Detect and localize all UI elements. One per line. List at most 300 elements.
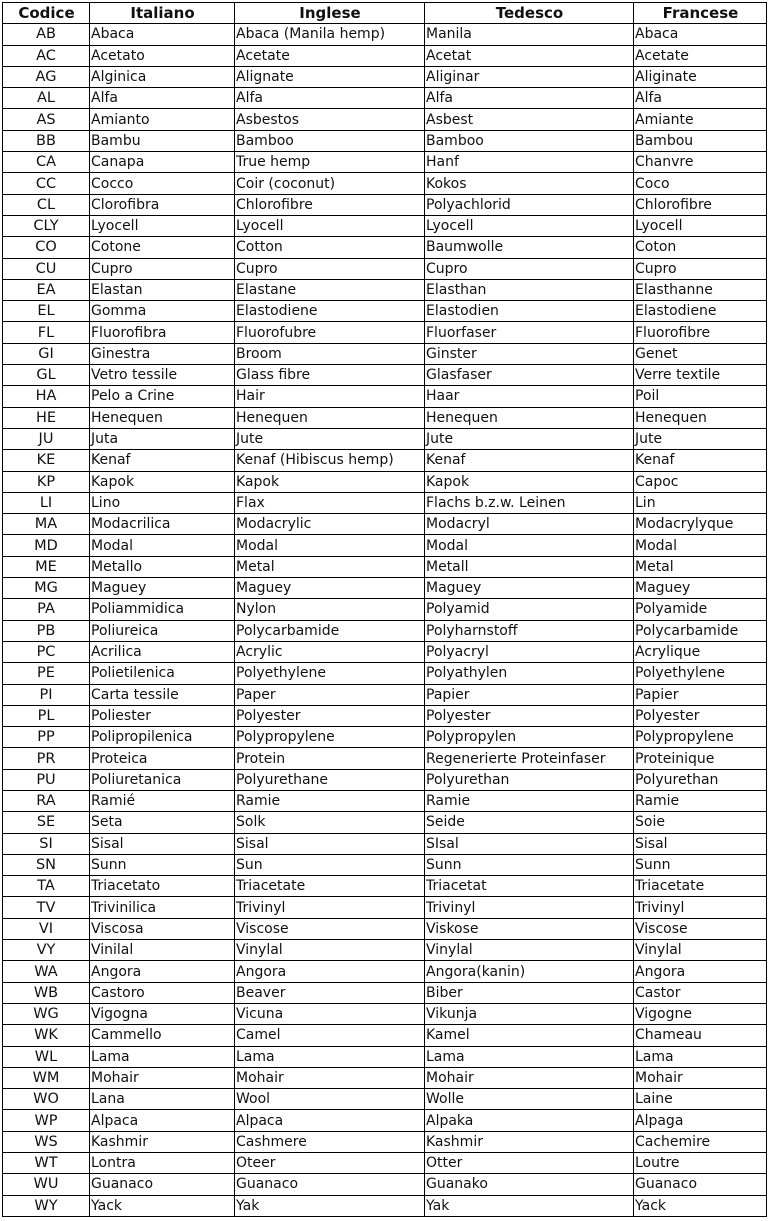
- cell-francese: Soie: [634, 812, 767, 833]
- cell-tedesco: Vinylal: [425, 940, 634, 961]
- cell-codice: CLY: [3, 215, 90, 236]
- cell-inglese: Polycarbamide: [235, 620, 425, 641]
- table-row: [3, 599, 767, 620]
- cell-italiano: Modacrilica: [90, 514, 235, 535]
- cell-codice: PU: [3, 769, 90, 790]
- cell-inglese: Acrylic: [235, 641, 425, 662]
- cell-italiano: Lana: [90, 1089, 235, 1110]
- table-row: [3, 450, 767, 471]
- cell-tedesco: Kamel: [425, 1025, 634, 1046]
- cell-tedesco: Cupro: [425, 258, 634, 279]
- cell-italiano: Acetato: [90, 45, 235, 66]
- cell-inglese: Glass fibre: [235, 365, 425, 386]
- cell-tedesco: Polyamid: [425, 599, 634, 620]
- table-row: [3, 833, 767, 854]
- cell-italiano: Bambu: [90, 130, 235, 151]
- table-row: [3, 769, 767, 790]
- cell-francese: Jute: [634, 428, 767, 449]
- cell-tedesco: Ramie: [425, 790, 634, 811]
- cell-inglese: Maguey: [235, 578, 425, 599]
- cell-codice: CA: [3, 152, 90, 173]
- cell-italiano: Alginica: [90, 66, 235, 87]
- cell-codice: CL: [3, 194, 90, 215]
- cell-inglese: Metal: [235, 556, 425, 577]
- cell-tedesco: Acetat: [425, 45, 634, 66]
- cell-codice: KP: [3, 471, 90, 492]
- cell-codice: AS: [3, 109, 90, 130]
- cell-francese: Abaca: [634, 24, 767, 45]
- cell-italiano: Pelo a Crine: [90, 386, 235, 407]
- cell-italiano: Guanaco: [90, 1174, 235, 1195]
- cell-codice: EL: [3, 301, 90, 322]
- cell-francese: Ramie: [634, 790, 767, 811]
- cell-tedesco: Seide: [425, 812, 634, 833]
- cell-francese: Fluorofibre: [634, 322, 767, 343]
- table-row: [3, 45, 767, 66]
- cell-codice: PR: [3, 748, 90, 769]
- cell-codice: HA: [3, 386, 90, 407]
- cell-tedesco: SIsal: [425, 833, 634, 854]
- cell-italiano: Castoro: [90, 982, 235, 1003]
- table-row: [3, 1110, 767, 1131]
- cell-italiano: Viscosa: [90, 918, 235, 939]
- table-row: [3, 88, 767, 109]
- cell-italiano: Kapok: [90, 471, 235, 492]
- cell-inglese: Coir (coconut): [235, 173, 425, 194]
- cell-tedesco: Mohair: [425, 1067, 634, 1088]
- table-row: [3, 1131, 767, 1152]
- table-row: [3, 578, 767, 599]
- cell-codice: PB: [3, 620, 90, 641]
- cell-inglese: Hair: [235, 386, 425, 407]
- cell-tedesco: Viskose: [425, 918, 634, 939]
- cell-italiano: Amianto: [90, 109, 235, 130]
- cell-italiano: Cotone: [90, 237, 235, 258]
- cell-tedesco: Aliginar: [425, 66, 634, 87]
- cell-tedesco: Modacryl: [425, 514, 634, 535]
- cell-codice: JU: [3, 428, 90, 449]
- table-row: [3, 194, 767, 215]
- table-row: [3, 982, 767, 1003]
- header-inglese: Inglese: [235, 3, 425, 24]
- cell-italiano: Poliureica: [90, 620, 235, 641]
- table-row: [3, 705, 767, 726]
- cell-inglese: Lama: [235, 1046, 425, 1067]
- cell-inglese: Trivinyl: [235, 897, 425, 918]
- cell-francese: Chameau: [634, 1025, 767, 1046]
- cell-italiano: Lama: [90, 1046, 235, 1067]
- cell-tedesco: Lyocell: [425, 215, 634, 236]
- table-row: [3, 727, 767, 748]
- cell-francese: Triacetate: [634, 876, 767, 897]
- cell-italiano: Canapa: [90, 152, 235, 173]
- table-body: [3, 24, 767, 1217]
- cell-codice: SI: [3, 833, 90, 854]
- cell-francese: Alfa: [634, 88, 767, 109]
- cell-inglese: Elastodiene: [235, 301, 425, 322]
- table-row: [3, 365, 767, 386]
- cell-inglese: Vicuna: [235, 1003, 425, 1024]
- cell-italiano: Cammello: [90, 1025, 235, 1046]
- cell-francese: Proteinique: [634, 748, 767, 769]
- cell-francese: Modal: [634, 535, 767, 556]
- cell-italiano: Polietilenica: [90, 663, 235, 684]
- cell-inglese: Chlorofibre: [235, 194, 425, 215]
- cell-italiano: Ramié: [90, 790, 235, 811]
- cell-tedesco: Triacetat: [425, 876, 634, 897]
- cell-tedesco: Kokos: [425, 173, 634, 194]
- cell-francese: Cachemire: [634, 1131, 767, 1152]
- table-row: [3, 24, 767, 45]
- table-row: [3, 215, 767, 236]
- cell-codice: CC: [3, 173, 90, 194]
- cell-codice: CU: [3, 258, 90, 279]
- cell-codice: AL: [3, 88, 90, 109]
- cell-francese: Elastodiene: [634, 301, 767, 322]
- cell-francese: Chanvre: [634, 152, 767, 173]
- cell-codice: SN: [3, 854, 90, 875]
- cell-tedesco: Flachs b.z.w. Leinen: [425, 492, 634, 513]
- cell-italiano: Vigogna: [90, 1003, 235, 1024]
- cell-francese: Polyethylene: [634, 663, 767, 684]
- cell-inglese: Alfa: [235, 88, 425, 109]
- cell-italiano: Juta: [90, 428, 235, 449]
- table-header: [3, 3, 767, 24]
- cell-francese: Guanaco: [634, 1174, 767, 1195]
- cell-inglese: Elastane: [235, 279, 425, 300]
- table-row: [3, 173, 767, 194]
- cell-tedesco: Kenaf: [425, 450, 634, 471]
- cell-inglese: Bamboo: [235, 130, 425, 151]
- table-row: [3, 322, 767, 343]
- cell-francese: Papier: [634, 684, 767, 705]
- cell-codice: AG: [3, 66, 90, 87]
- cell-francese: Mohair: [634, 1067, 767, 1088]
- cell-italiano: Henequen: [90, 407, 235, 428]
- cell-italiano: Lyocell: [90, 215, 235, 236]
- cell-inglese: Solk: [235, 812, 425, 833]
- cell-codice: WS: [3, 1131, 90, 1152]
- cell-inglese: Beaver: [235, 982, 425, 1003]
- table-row: [3, 748, 767, 769]
- cell-italiano: Fluorofibra: [90, 322, 235, 343]
- cell-codice: AB: [3, 24, 90, 45]
- cell-codice: ME: [3, 556, 90, 577]
- header-francese: Francese: [634, 3, 767, 24]
- cell-francese: Trivinyl: [634, 897, 767, 918]
- cell-italiano: Poliester: [90, 705, 235, 726]
- cell-tedesco: Biber: [425, 982, 634, 1003]
- cell-francese: Sisal: [634, 833, 767, 854]
- cell-italiano: Poliuretanica: [90, 769, 235, 790]
- cell-francese: Polypropylene: [634, 727, 767, 748]
- cell-tedesco: Otter: [425, 1153, 634, 1174]
- cell-codice: MA: [3, 514, 90, 535]
- cell-francese: Amiante: [634, 109, 767, 130]
- cell-codice: WG: [3, 1003, 90, 1024]
- cell-tedesco: Elasthan: [425, 279, 634, 300]
- cell-francese: Lyocell: [634, 215, 767, 236]
- cell-inglese: Kenaf (Hibiscus hemp): [235, 450, 425, 471]
- table-row: [3, 279, 767, 300]
- cell-tedesco: Lama: [425, 1046, 634, 1067]
- cell-italiano: Clorofibra: [90, 194, 235, 215]
- cell-italiano: Ginestra: [90, 343, 235, 364]
- cell-francese: Modacrylyque: [634, 514, 767, 535]
- table-row: [3, 812, 767, 833]
- cell-francese: Bambou: [634, 130, 767, 151]
- cell-codice: PE: [3, 663, 90, 684]
- cell-tedesco: Haar: [425, 386, 634, 407]
- table-row: [3, 535, 767, 556]
- cell-codice: WM: [3, 1067, 90, 1088]
- cell-inglese: Cashmere: [235, 1131, 425, 1152]
- cell-tedesco: Maguey: [425, 578, 634, 599]
- table-row: [3, 556, 767, 577]
- cell-codice: MD: [3, 535, 90, 556]
- table-row: [3, 854, 767, 875]
- cell-tedesco: Papier: [425, 684, 634, 705]
- table-row: [3, 1003, 767, 1024]
- table-row: [3, 1195, 767, 1216]
- cell-inglese: Cupro: [235, 258, 425, 279]
- table-row: [3, 152, 767, 173]
- cell-italiano: Metallo: [90, 556, 235, 577]
- fiber-code-table-container: [2, 2, 766, 1220]
- cell-tedesco: Fluorfaser: [425, 322, 634, 343]
- cell-codice: WO: [3, 1089, 90, 1110]
- table-row: [3, 790, 767, 811]
- cell-inglese: Polyethylene: [235, 663, 425, 684]
- table-row: [3, 641, 767, 662]
- cell-codice: HE: [3, 407, 90, 428]
- cell-francese: Castor: [634, 982, 767, 1003]
- cell-codice: PC: [3, 641, 90, 662]
- table-row: [3, 343, 767, 364]
- cell-italiano: Vinilal: [90, 940, 235, 961]
- cell-codice: LI: [3, 492, 90, 513]
- cell-italiano: Triacetato: [90, 876, 235, 897]
- cell-codice: MG: [3, 578, 90, 599]
- cell-inglese: Polyurethane: [235, 769, 425, 790]
- cell-codice: BB: [3, 130, 90, 151]
- cell-codice: GL: [3, 365, 90, 386]
- cell-inglese: Polyester: [235, 705, 425, 726]
- cell-codice: RA: [3, 790, 90, 811]
- cell-italiano: Seta: [90, 812, 235, 833]
- cell-tedesco: Metall: [425, 556, 634, 577]
- cell-italiano: Vetro tessile: [90, 365, 235, 386]
- cell-tedesco: Polyachlorid: [425, 194, 634, 215]
- cell-italiano: Modal: [90, 535, 235, 556]
- cell-inglese: Modal: [235, 535, 425, 556]
- cell-francese: Coco: [634, 173, 767, 194]
- cell-codice: PA: [3, 599, 90, 620]
- cell-inglese: Sisal: [235, 833, 425, 854]
- cell-francese: Laine: [634, 1089, 767, 1110]
- cell-francese: Loutre: [634, 1153, 767, 1174]
- cell-italiano: Mohair: [90, 1067, 235, 1088]
- cell-tedesco: Polyharnstoff: [425, 620, 634, 641]
- table-row: [3, 897, 767, 918]
- cell-italiano: Cupro: [90, 258, 235, 279]
- cell-inglese: Ramie: [235, 790, 425, 811]
- cell-tedesco: Sunn: [425, 854, 634, 875]
- cell-inglese: Guanaco: [235, 1174, 425, 1195]
- cell-tedesco: Yak: [425, 1195, 634, 1216]
- cell-codice: TA: [3, 876, 90, 897]
- table-row: [3, 876, 767, 897]
- cell-francese: Polyurethan: [634, 769, 767, 790]
- cell-francese: Sunn: [634, 854, 767, 875]
- cell-tedesco: Angora(kanin): [425, 961, 634, 982]
- cell-francese: Vigogne: [634, 1003, 767, 1024]
- cell-inglese: Yak: [235, 1195, 425, 1216]
- header-codice: Codice: [3, 3, 90, 24]
- cell-tedesco: Modal: [425, 535, 634, 556]
- cell-italiano: Trivinilica: [90, 897, 235, 918]
- cell-tedesco: Polyathylen: [425, 663, 634, 684]
- cell-francese: Cupro: [634, 258, 767, 279]
- cell-inglese: Lyocell: [235, 215, 425, 236]
- cell-tedesco: Alpaka: [425, 1110, 634, 1131]
- header-tedesco: Tedesco: [425, 3, 634, 24]
- cell-italiano: Gomma: [90, 301, 235, 322]
- cell-inglese: Cotton: [235, 237, 425, 258]
- cell-francese: Lin: [634, 492, 767, 513]
- cell-francese: Acrylique: [634, 641, 767, 662]
- cell-inglese: Jute: [235, 428, 425, 449]
- cell-codice: WP: [3, 1110, 90, 1131]
- cell-inglese: Modacrylic: [235, 514, 425, 535]
- cell-francese: Kenaf: [634, 450, 767, 471]
- cell-italiano: Yack: [90, 1195, 235, 1216]
- table-row: [3, 130, 767, 151]
- header-row: [3, 3, 767, 24]
- cell-francese: Maguey: [634, 578, 767, 599]
- cell-italiano: Kashmir: [90, 1131, 235, 1152]
- cell-inglese: Sun: [235, 854, 425, 875]
- cell-italiano: Cocco: [90, 173, 235, 194]
- cell-tedesco: Trivinyl: [425, 897, 634, 918]
- table-row: [3, 237, 767, 258]
- cell-italiano: Angora: [90, 961, 235, 982]
- cell-tedesco: Polyester: [425, 705, 634, 726]
- cell-italiano: Lino: [90, 492, 235, 513]
- cell-codice: VY: [3, 940, 90, 961]
- fiber-code-table: [2, 2, 767, 1217]
- cell-inglese: Vinylal: [235, 940, 425, 961]
- table-row: [3, 428, 767, 449]
- cell-tedesco: Baumwolle: [425, 237, 634, 258]
- cell-inglese: Asbestos: [235, 109, 425, 130]
- cell-codice: WY: [3, 1195, 90, 1216]
- cell-francese: Viscose: [634, 918, 767, 939]
- cell-italiano: Sunn: [90, 854, 235, 875]
- cell-tedesco: Henequen: [425, 407, 634, 428]
- cell-italiano: Kenaf: [90, 450, 235, 471]
- table-row: [3, 386, 767, 407]
- cell-francese: Polycarbamide: [634, 620, 767, 641]
- cell-francese: Acetate: [634, 45, 767, 66]
- cell-italiano: Carta tessile: [90, 684, 235, 705]
- cell-inglese: Oteer: [235, 1153, 425, 1174]
- cell-francese: Polyamide: [634, 599, 767, 620]
- header-italiano: Italiano: [90, 3, 235, 24]
- cell-inglese: Viscose: [235, 918, 425, 939]
- cell-codice: PI: [3, 684, 90, 705]
- cell-inglese: Alignate: [235, 66, 425, 87]
- cell-codice: KE: [3, 450, 90, 471]
- cell-codice: PP: [3, 727, 90, 748]
- cell-francese: Vinylal: [634, 940, 767, 961]
- table-row: [3, 492, 767, 513]
- cell-tedesco: Wolle: [425, 1089, 634, 1110]
- table-row: [3, 1025, 767, 1046]
- cell-tedesco: Jute: [425, 428, 634, 449]
- cell-francese: Polyester: [634, 705, 767, 726]
- cell-tedesco: Glasfaser: [425, 365, 634, 386]
- cell-francese: Verre textile: [634, 365, 767, 386]
- cell-francese: Lama: [634, 1046, 767, 1067]
- cell-italiano: Abaca: [90, 24, 235, 45]
- table-row: [3, 407, 767, 428]
- cell-francese: Genet: [634, 343, 767, 364]
- cell-tedesco: Kashmir: [425, 1131, 634, 1152]
- table-row: [3, 109, 767, 130]
- table-row: [3, 514, 767, 535]
- cell-codice: CO: [3, 237, 90, 258]
- table-row: [3, 940, 767, 961]
- table-row: [3, 1153, 767, 1174]
- cell-tedesco: Regenerierte Proteinfaser: [425, 748, 634, 769]
- cell-codice: WT: [3, 1153, 90, 1174]
- cell-inglese: Abaca (Manila hemp): [235, 24, 425, 45]
- table-row: [3, 1089, 767, 1110]
- cell-francese: Alpaga: [634, 1110, 767, 1131]
- cell-codice: GI: [3, 343, 90, 364]
- cell-francese: Capoc: [634, 471, 767, 492]
- cell-italiano: Elastan: [90, 279, 235, 300]
- cell-francese: Elasthanne: [634, 279, 767, 300]
- cell-francese: Henequen: [634, 407, 767, 428]
- table-row: [3, 620, 767, 641]
- table-row: [3, 961, 767, 982]
- table-row: [3, 471, 767, 492]
- cell-inglese: Acetate: [235, 45, 425, 66]
- cell-francese: Chlorofibre: [634, 194, 767, 215]
- table-row: [3, 684, 767, 705]
- cell-inglese: Polypropylene: [235, 727, 425, 748]
- cell-inglese: True hemp: [235, 152, 425, 173]
- cell-italiano: Lontra: [90, 1153, 235, 1174]
- cell-codice: FL: [3, 322, 90, 343]
- cell-inglese: Camel: [235, 1025, 425, 1046]
- table-row: [3, 663, 767, 684]
- cell-inglese: Kapok: [235, 471, 425, 492]
- cell-codice: TV: [3, 897, 90, 918]
- cell-codice: EA: [3, 279, 90, 300]
- cell-italiano: Polipropilenica: [90, 727, 235, 748]
- table-row: [3, 1046, 767, 1067]
- cell-italiano: Sisal: [90, 833, 235, 854]
- cell-tedesco: Elastodien: [425, 301, 634, 322]
- cell-tedesco: Ginster: [425, 343, 634, 364]
- table-row: [3, 918, 767, 939]
- cell-tedesco: Polypropylen: [425, 727, 634, 748]
- cell-francese: Metal: [634, 556, 767, 577]
- cell-italiano: Poliammidica: [90, 599, 235, 620]
